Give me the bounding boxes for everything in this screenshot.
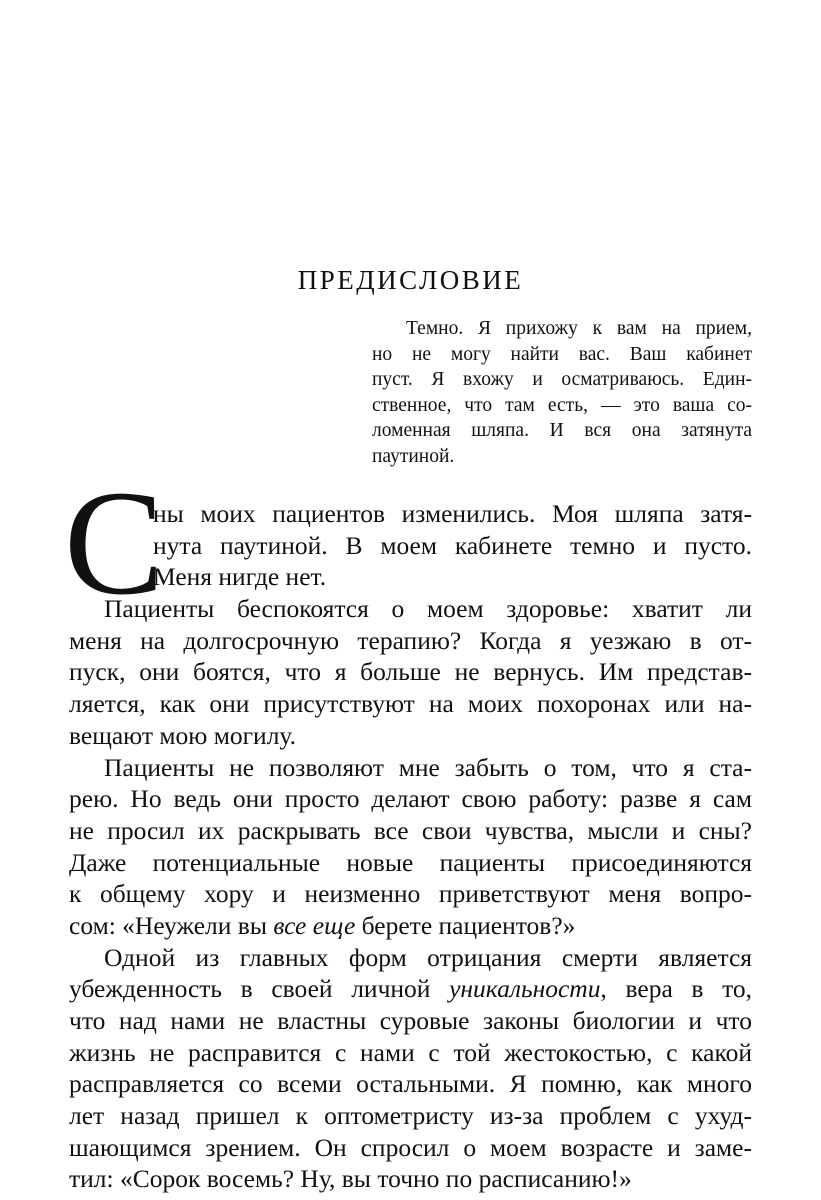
body-text-run: убежденность в своей личной	[69, 974, 450, 1004]
body-line: расправляется со всеми остальными. Я помню, как много	[69, 1069, 752, 1099]
body-line: пуск, они боятся, что я больше не вернусь. Им представ-	[69, 657, 752, 687]
body-text-run: сом: «Неужели вы	[69, 910, 274, 940]
epigraph	[372, 316, 752, 470]
chapter-title: ПРЕДИСЛОВИЕ	[297, 265, 524, 295]
body-line: ляется, как они присутствуют на моих похоронах или на-	[69, 689, 752, 719]
body-line: тил: «Сорок восемь? Ну, вы точно по расписанию!»	[69, 1164, 632, 1194]
body-line: Пациенты беспокоятся о моем здоровье: хватит ли	[104, 594, 752, 624]
epigraph-line: ломенная шляпа. И вся она затянута	[372, 420, 752, 442]
body-line	[69, 973, 752, 1005]
italic-emphasis: уникальности	[449, 974, 601, 1004]
epigraph-line: ственное, что там есть, — это ваша со-	[372, 394, 752, 416]
body-line: нута паутиной. В моем кабинете темно и пусто.	[153, 530, 752, 560]
body-line: Меня нигде нет.	[153, 562, 327, 592]
body-line	[69, 910, 752, 942]
body-line: жизнь не расправится с нами с той жестокостью, с какой	[69, 1037, 752, 1067]
epigraph-line: но не могу найти вас. Ваш кабинет	[372, 343, 752, 365]
drop-cap: С	[64, 460, 165, 626]
epigraph-line: пуст. Я вхожу и осматриваюсь. Един-	[372, 369, 752, 391]
body-line: лет назад пришел к оптометристу из-за проблем с ухуд-	[69, 1101, 752, 1131]
body-line: что над нами не властны суровые законы биологии и что	[69, 1006, 752, 1035]
body-line: Одной из главных форм отрицания смерти является	[104, 942, 752, 972]
body-line: меня на долгосрочную терапию? Когда я уезжаю в от-	[69, 625, 752, 655]
body-line: рею. Но ведь они просто делают свою работу: разве я сам	[69, 784, 752, 814]
body-text-run: берете пациентов?»	[355, 910, 576, 940]
body-line: к общему хору и неизменно приветствуют меня вопро-	[69, 879, 752, 909]
body-line: Даже потенциальные новые пациенты присоединяются	[69, 847, 752, 877]
italic-emphasis: все еще	[273, 910, 356, 940]
body-line: ны моих пациентов изменились. Моя шляпа затя-	[153, 499, 752, 528]
epigraph-line: паутиной.	[372, 445, 455, 467]
body-line: не просил их раскрывать все свои чувства, мысли и сны?	[69, 815, 752, 845]
body-line: Пациенты не позволяют мне забыть о том, что я ста-	[104, 752, 752, 782]
body-text-run: , вера в то,	[600, 974, 753, 1004]
body-text	[69, 498, 752, 1195]
body-line: вещают мою могилу.	[69, 720, 296, 750]
body-line: шающимся зрением. Он спросил о моем возрасте и заме-	[69, 1132, 752, 1162]
epigraph-line: Темно. Я прихожу к вам на прием,	[406, 318, 752, 339]
